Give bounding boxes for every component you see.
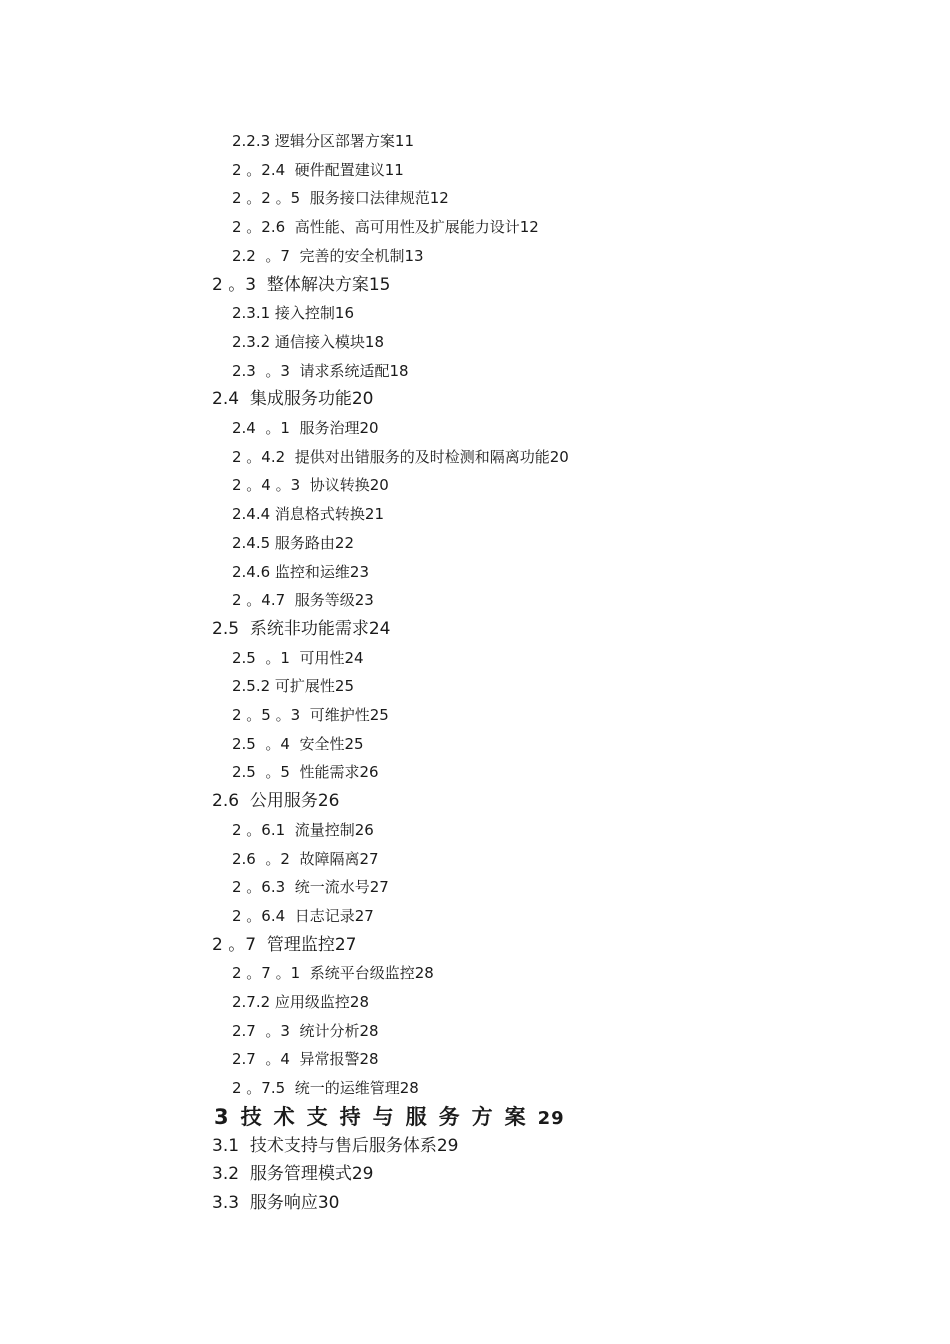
toc-entry-text: 2.6 公用服务26 [212,791,340,812]
toc-entry-text: 2.5.2 可扩展性25 [232,677,355,696]
toc-entry[interactable] [232,734,364,753]
toc-entry[interactable] [232,648,364,667]
toc-entry-text: 3技术支持与服务方案 [214,1104,538,1129]
toc-entry-text: 2 。5 。3 可维护性25 [232,706,389,724]
toc-entry[interactable] [232,880,389,895]
toc-entry-text: 2.3.1 接入控制16 [232,304,355,323]
toc-entry[interactable] [232,966,434,981]
toc-entry[interactable] [232,1081,419,1096]
toc-entry-text: 2 。7 管理监控27 [212,934,357,955]
toc-entry-text: 2.4.5 服务路由22 [232,533,355,552]
toc-entry-text: 3.2 服务管理模式29 [212,1164,374,1185]
toc-entry[interactable] [232,849,379,868]
toc-entry-text: 2.4 。1 服务治理20 [232,419,379,437]
toc-entry[interactable] [232,306,354,321]
toc-entry-text: 2 。4.2 提供对出错服务的及时检测和隔离功能20 [232,447,569,466]
toc-entry[interactable] [232,447,569,466]
toc-entry-text: 2 。4.7 服务等级23 [232,591,374,610]
toc-entry[interactable] [232,246,424,265]
toc-entry-text: 2.5 系统非功能需求24 [212,618,391,639]
toc-entry[interactable] [214,1104,565,1129]
toc-entry-text: 2 。7 。1 系统平台级监控28 [232,964,434,983]
toc-entry[interactable] [232,332,385,351]
toc-entry[interactable] [212,793,339,810]
toc-entry-text: 2.7 。4 异常报警28 [232,1050,379,1069]
toc-entry[interactable] [212,1192,340,1213]
toc-entry-text: 3.1 技术支持与售后服务体系29 [212,1135,459,1156]
toc-entry[interactable] [232,562,370,581]
toc-entry[interactable] [232,1021,379,1040]
toc-entry-text: 2 。3 整体解决方案15 [212,274,391,295]
toc-entry[interactable] [232,906,374,925]
toc-entry[interactable] [212,1135,459,1156]
toc-entry-text: 2 。2 。5 服务接口法律规范12 [232,189,449,208]
toc-entry-text: 2 。2.6 高性能、高可用性及扩展能力设计12 [232,218,539,237]
toc-entry[interactable] [232,220,539,235]
toc-entry[interactable] [232,765,379,780]
toc-entry[interactable] [232,593,374,608]
toc-entry-text: 2.5 。1 可用性24 [232,648,364,667]
toc-entry[interactable] [232,708,389,723]
toc-entry[interactable] [232,478,389,493]
toc-entry[interactable] [232,1052,379,1067]
toc-entry[interactable] [232,679,354,694]
toc-entry-text: 2 。6.1 流量控制26 [232,820,374,839]
toc-entry[interactable] [232,421,379,436]
toc-entry[interactable] [232,533,355,552]
toc-entry[interactable] [212,391,373,408]
toc-entry[interactable] [212,618,391,639]
toc-entry[interactable] [232,160,404,179]
toc-entry-text: 2 。4 。3 协议转换20 [232,476,389,495]
toc-entry-text: 3.3 服务响应30 [212,1192,340,1213]
toc-entry-text: 2 。6.3 统一流水号27 [232,878,389,897]
toc-entry-text: 2.5 。5 性能需求26 [232,763,379,782]
toc-entry-text: 2 。6.4 日志记录27 [232,906,374,925]
toc-entry-text: 2 。2.4 硬件配置建议11 [232,160,404,179]
toc-entry[interactable] [232,361,409,380]
toc-entry-text: 2.7.2 应用级监控28 [232,993,370,1011]
toc-entry-text: 2.2 。7 完善的安全机制13 [232,246,424,265]
toc-entry[interactable] [232,995,369,1010]
toc-entry[interactable] [232,820,374,839]
toc-entry-text: 2.3.2 通信接入模块18 [232,332,385,351]
toc-entry[interactable] [232,191,449,206]
toc-entry-text: 2.4.6 监控和运维23 [232,562,370,581]
toc-entry[interactable] [232,507,384,522]
toc-entry-text: 2.7 。3 统计分析28 [232,1021,379,1040]
toc-entry-text: 2.6 。2 故障隔离27 [232,849,379,868]
toc-entry[interactable] [212,1166,373,1183]
toc-entry-text: 2 。7.5 统一的运维管理28 [232,1079,419,1098]
toc-entry-text: 2.4.4 消息格式转换21 [232,505,385,524]
toc-entry-text: 2.3 。3 请求系统适配18 [232,361,409,380]
toc-entry[interactable] [232,134,414,149]
toc-entry-text: 2.2.3 逻辑分区部署方案11 [232,132,415,150]
toc-entry-text: 2.5 。4 安全性25 [232,734,364,753]
toc-page-number: 29 [537,1107,565,1129]
toc-entry-text: 2.4 集成服务功能20 [212,389,374,410]
toc-entry[interactable] [212,274,391,295]
toc-entry[interactable] [212,934,357,955]
